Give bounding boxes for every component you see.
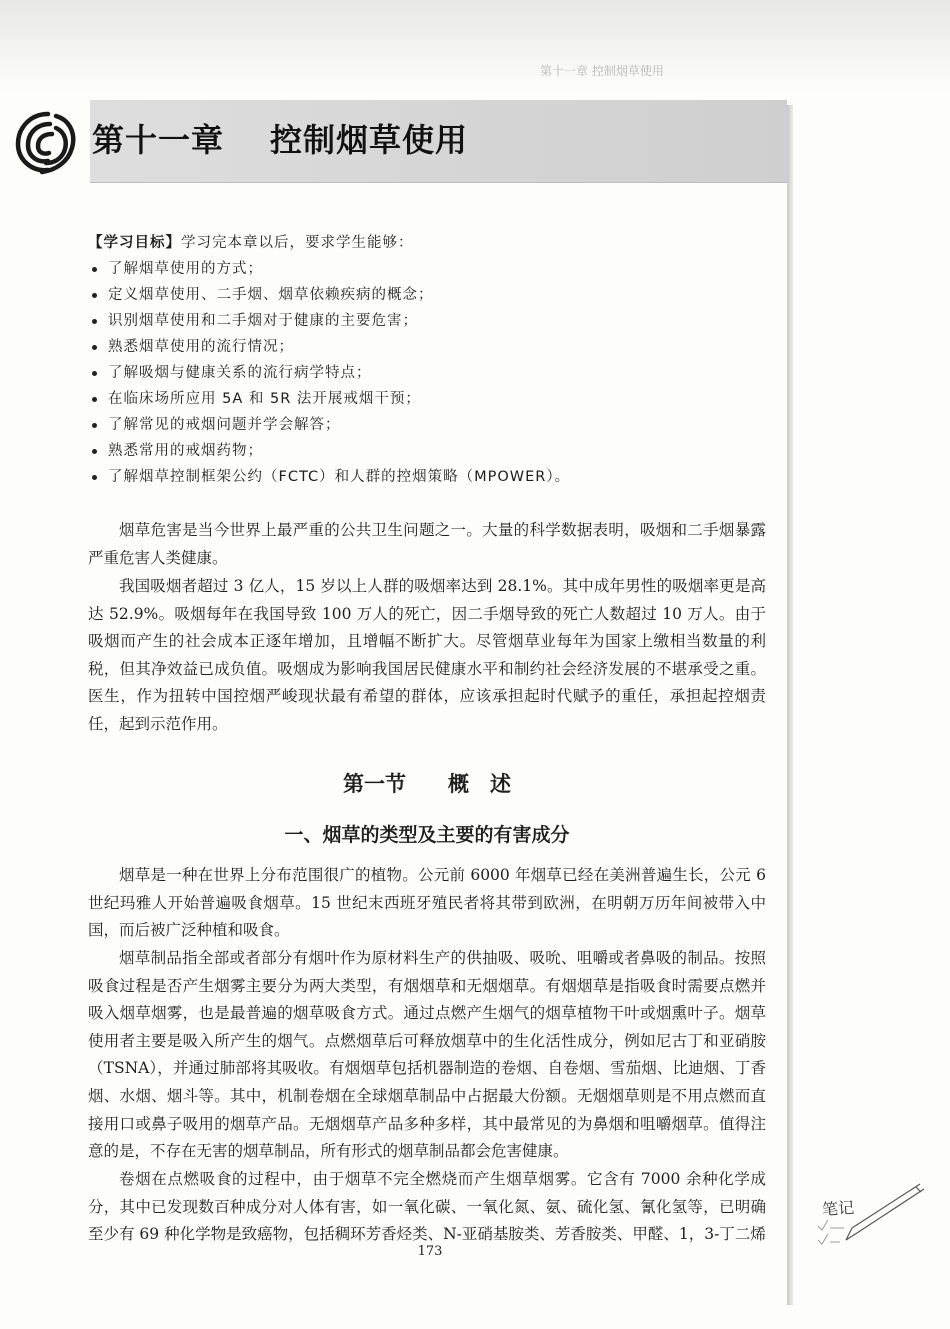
notes-label: 笔记 <box>821 1197 855 1220</box>
notes-margin <box>808 1178 928 1268</box>
body-paragraph: 烟草是一种在世界上分布范围很广的植物。公元前 6000 年烟草已经在美洲普遍生长，公元 6 世纪玛雅人开始普遍吸食烟草。15 世纪末西班牙殖民者将其带到欧洲，在明朝万历年间被带入中国，而后被广泛种植和吸食。 <box>88 866 766 940</box>
page-top-shadow <box>0 0 950 92</box>
intro-paragraph: 我国吸烟者超过 3 亿人，15 岁以上人群的吸烟率达到 28.1%。其中成年男性的吸烟率更是高达 52.9%。吸烟每年在我国导致 100 万人的死亡，因二手烟导致的死亡人数超过 10 万人。由于吸烟而产生的社会成本正逐年增加，且增幅不断扩大。尽管烟草业每年为国家上缴相当数量的利税，但其净效益已成负值。吸烟成为影响我国居民健康水平和制约社会经济发展的不堪承受之重。医生，作为扭转中国控烟严峻现状最有希望的群体，应该承担起时代赋予的重任，承担起控烟责任，起到示范作用。 <box>88 577 766 733</box>
chapter-title-text: 控制烟草使用 <box>270 121 469 159</box>
chapter-swirl-icon <box>10 100 82 182</box>
objectives-intro-text: 学习完本章以后，要求学生能够： <box>181 235 414 251</box>
section-title <box>88 768 766 798</box>
objectives-intro <box>88 230 788 256</box>
chapter-title <box>92 112 468 168</box>
objective-item: 识别烟草使用和二手烟对于健康的主要危害； <box>88 308 788 334</box>
objective-item: 了解吸烟与健康关系的流行病学特点； <box>88 360 788 386</box>
chapter-number: 第十一章 <box>92 121 225 159</box>
page-number: 173 <box>417 1244 443 1259</box>
objective-item: 了解烟草使用的方式； <box>88 256 788 282</box>
intro-paragraph: 烟草危害是当今世界上最严重的公共卫生问题之一。大量的科学数据表明，吸烟和二手烟暴露严重危害人类健康。 <box>88 521 766 567</box>
objectives-tag: 【学习目标】 <box>88 235 181 251</box>
pencil-icon <box>808 1178 928 1268</box>
objectives-list <box>88 256 788 490</box>
running-head: 第十一章 控制烟草使用 <box>540 64 664 78</box>
section-title-text: 概 述 <box>448 772 511 796</box>
objective-item: 定义烟草使用、二手烟、烟草依赖疾病的概念； <box>88 282 788 308</box>
page-right-edge <box>787 105 793 1305</box>
subsection-title: 一、烟草的类型及主要的有害成分 <box>284 824 570 846</box>
objective-item: 了解常见的戒烟问题并学会解答； <box>88 412 788 438</box>
objective-item: 在临床场所应用 5A 和 5R 法开展戒烟干预； <box>88 386 788 412</box>
body-paragraph: 烟草制品指全部或者部分有烟叶作为原材料生产的供抽吸、吸吮、咀嚼或者鼻吸的制品。按照吸食过程是否产生烟雾主要分为两大类型，有烟烟草和无烟烟草。有烟烟草是指吸食时需要点燃并吸入烟草烟雾，也是最普遍的烟草吸食方式。通过点燃产生烟气的烟草植物干叶或烟熏叶子。烟草使用者主要是吸入所产生的烟气。点燃烟草后可释放烟草中的生化活性成分，例如尼古丁和亚硝胺（TSNA），并通过肺部将其吸收。有烟烟草包括机器制造的卷烟、自卷烟、雪茄烟、比迪烟、丁香烟、水烟、烟斗等。其中，机制卷烟在全球烟草制品中占据最大份额。无烟烟草则是不用点燃而直接用口或鼻子吸用的烟草产品。无烟烟草产品多种多样，其中最常见的为鼻烟和咀嚼烟草。值得注意的是，不存在无害的烟草制品，所有形式的烟草制品都会危害健康。 <box>88 949 766 1161</box>
objective-item: 熟悉烟草使用的流行情况； <box>88 334 788 360</box>
objective-item: 了解烟草控制框架公约（FCTC）和人群的控烟策略（MPOWER）。 <box>88 464 788 490</box>
learning-objectives <box>88 230 788 490</box>
body-paragraph: 卷烟在点燃吸食的过程中，由于烟草不完全燃烧而产生烟草烟雾。它含有 7000 余种化学成分，其中已发现数百种成分对人体有害，如一氧化碳、一氧化氮、氨、硫化氢、氰化氢等，已明确至少有 69 种化学物是致癌物，包括稠环芳香烃类、N-亚硝基胺类、芳香胺类、甲醛、1，3-丁二烯 <box>88 1170 766 1244</box>
objective-item: 熟悉常用的戒烟药物； <box>88 438 788 464</box>
section-number: 第一节 <box>343 772 406 796</box>
